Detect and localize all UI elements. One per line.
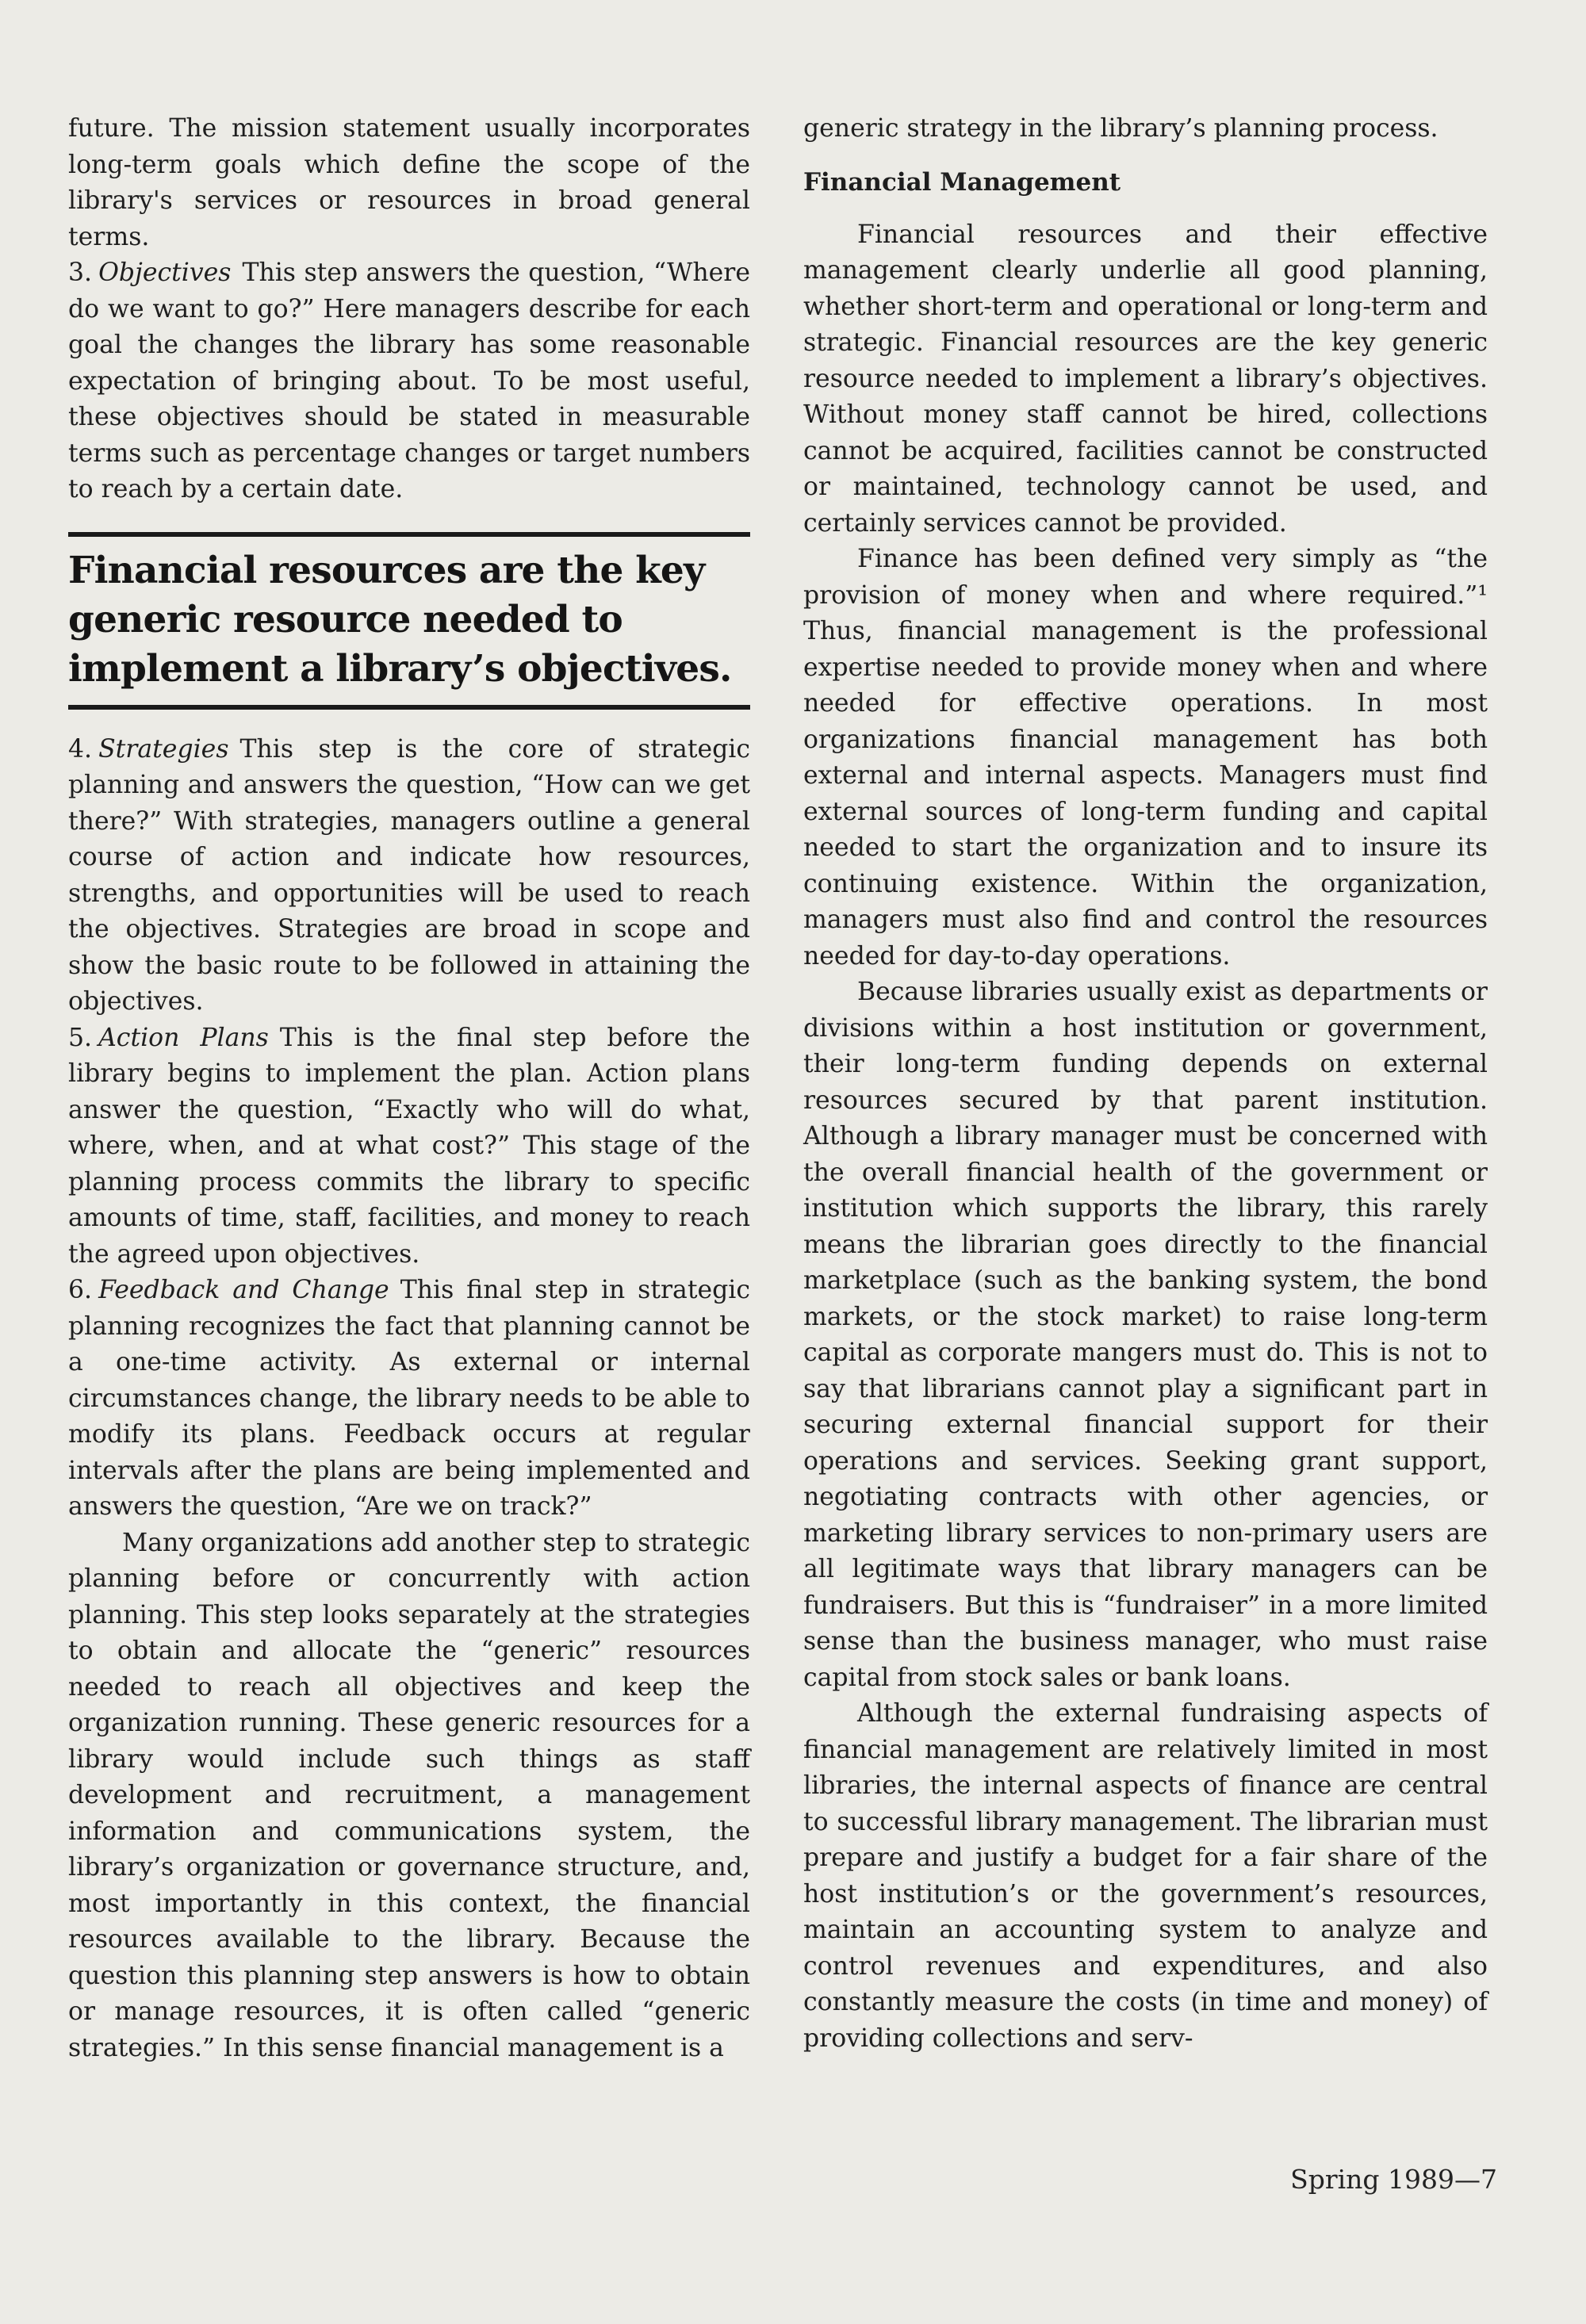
list-term: Strategies: [98, 734, 229, 764]
list-number: 6.: [68, 1276, 93, 1304]
paragraph-finance-defined: Finance has been defined very simply as “the provision of money when and where required.”¹ Thus, financial management is the professional expertise needed to provide money when and where needed for effective operations. In most organizations financial management has both external and internal aspects. Managers must find external sources of long-term funding and capital needed to start the organization and to insure its continuing existence. Within the organization, managers must also find and control the resources needed for day-to-day operations.: [803, 545, 1488, 971]
paragraph-generic-strategies: Many organizations add another step to strategic planning before or concurrently with action planning. This step looks separately at the strategies to obtain and allocate the “generic” resources needed to reach all objectives and keep the organization running. These generic resources for a library would include such things as staff development and recruitment, a management information and communications system, the library’s organization or governance structure, and, most importantly in this context, the financial resources available to the library. Because the question this planning step answers is how to obtain or manage resources, it is often called “generic strategies.” In this sense financial management is a: [68, 1528, 750, 2062]
pull-quote-text: Financial resources are the key generic resource needed to implement a library’s objectives.: [68, 548, 732, 691]
section-heading: Financial Management: [803, 167, 1121, 197]
paragraph-internal-aspects: Although the external fundraising aspects of financial management are relatively limited in most libraries, the internal aspects of finance are central to successful library management. The librarian must prepare and justify a budget for a fair share of the host institution’s or the government’s resources, maintain an accounting system to analyze and control revenues and expenditures, and also constantly measure the costs (in time and money) of providing collections and serv-: [803, 1699, 1488, 2053]
list-term: Objectives: [98, 258, 232, 287]
list-number: 4.: [68, 734, 93, 764]
list-number: 3.: [68, 258, 93, 287]
list-number: 5.: [68, 1023, 93, 1052]
pull-quote: [68, 532, 750, 710]
list-text: This step is the core of strategic planning and answers the question, “How can we get there?” With strategies, managers outline a general course of action and indicate how resources, strengths, and opportunities will be used to reach the objectives. Strategies are broad in scope and show the basic route to be followed in attaining the objectives.: [68, 734, 750, 1016]
list-text: This final step in strategic planning recognizes the fact that planning cannot be a one-time activity. As external or internal circumstances change, the library needs to be able to modify its plans. Feedback occurs at regular intervals after the plans are being implemented and answers the question, “Are we on track?”: [68, 1276, 750, 1521]
list-term: Feedback and Change: [98, 1276, 389, 1304]
list-text: This is the final step before the library begins to implement the plan. Action plans answer the question, “Exactly who will do what, where, when, and at what cost?” This stage of the planning process commits the library to specific amounts of time, staff, facilities, and money to reach the agreed upon objectives.: [68, 1023, 750, 1269]
list-term: Action Plans: [98, 1023, 269, 1052]
list-item-strategies: [68, 732, 750, 1020]
list-text: This step answers the question, “Where do we want to go?” Here managers describe for each goal the changes the library has some reasonable expectation of bringing about. To be most useful, these objectives should be stated in measurable terms such as percentage changes or target numbers to reach by a certain date.: [68, 258, 750, 503]
paragraph-generic-continuation: generic strategy in the library’s planning process.: [803, 114, 1439, 143]
left-column: [68, 111, 750, 2066]
right-column: [803, 111, 1488, 2057]
list-item-objectives: [68, 255, 750, 508]
paragraph-mission-continuation: future. The mission statement usually incorporates long-term goals which define the scope of the library's services or resources in broad general terms.: [68, 114, 750, 251]
list-item-feedback: [68, 1273, 750, 1526]
paragraph-financial-resources: Financial resources and their effective management clearly underlie all good planning, whether short-term and operational or long-term and strategic. Financial resources are the key generic resource needed to implement a library’s objectives. Without money staff cannot be hired, collections cannot be acquired, facilities cannot be constructed or maintained, technology cannot be used, and certainly services cannot be provided.: [803, 220, 1488, 538]
list-item-action-plans: [68, 1020, 750, 1273]
page-folio: Spring 1989—7: [1290, 2164, 1497, 2195]
paragraph-libraries-departments: Because libraries usually exist as departments or divisions within a host institution or government, their long-term funding depends on external resources secured by that parent institution. Although a library manager must be concerned with the overall financial health of the government or institution which supports the library, this rarely means the librarian goes directly to the financial marketplace (such as the banking system, the bond markets, or the stock market) to raise long-term capital as corporate mangers must do. This is not to say that librarians cannot play a significant part in securing external financial support for their operations and services. Seeking grant support, negotiating contracts with other agencies, or marketing library services to non-primary users are all legitimate ways that library managers can be fundraisers. But this is “fundraiser” in a more limited sense than the business manager, who must raise capital from stock sales or bank loans.: [803, 978, 1488, 1692]
